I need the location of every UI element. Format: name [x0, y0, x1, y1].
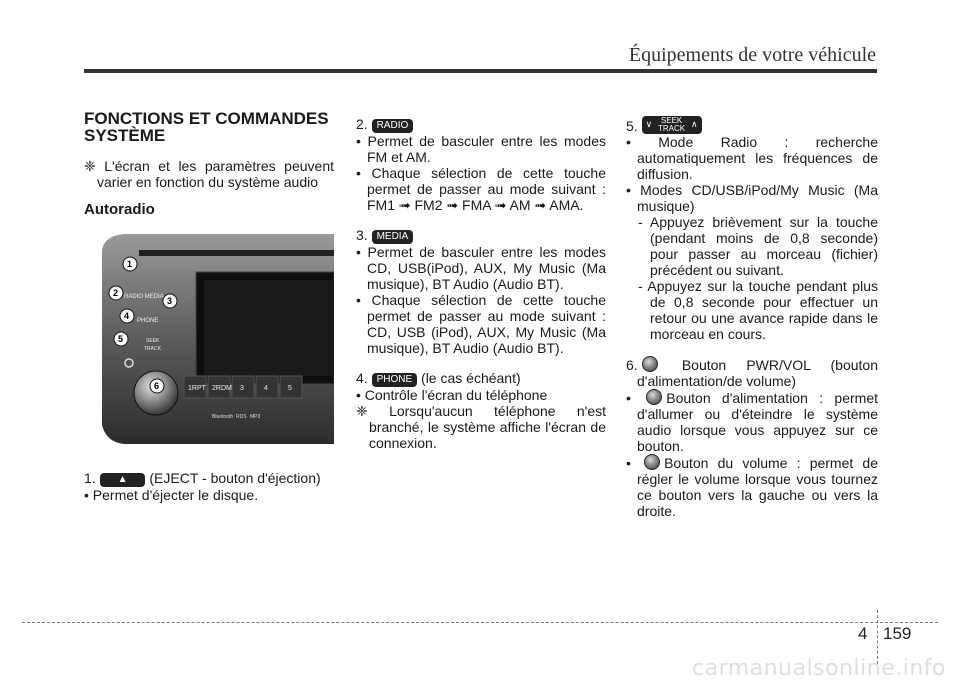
- item-5-dash-2: - Appuyez sur la touche pendant plus de 0,8 seconde pour effectuer un retour ou une avance rapide dans le morceau en cours.: [638, 278, 878, 342]
- column-left: [84, 110, 334, 503]
- item-5-number: 5.: [626, 118, 638, 134]
- item-1: [84, 470, 334, 487]
- label-track: TRACK: [144, 346, 161, 352]
- eject-icon: ▲: [100, 473, 146, 487]
- item-5-heading: [626, 116, 878, 134]
- item-4-note: ❈ Lorsqu'aucun téléphone n'est branché, le système affiche l'écran de connexion.: [356, 403, 606, 451]
- note-screen-settings: ❈ L'écran et les paramètres peuvent varier en fonction du système audio: [84, 158, 334, 190]
- track-label: TRACK: [658, 124, 686, 133]
- media-button-badge: MEDIA: [372, 230, 414, 244]
- item-6-heading: [626, 356, 878, 389]
- label-seek: SEEK: [146, 338, 160, 344]
- item-2-heading: [356, 116, 606, 133]
- subtitle-autoradio: Autoradio: [84, 201, 155, 218]
- chapter-number: 4: [858, 624, 868, 643]
- footer-dashed-rule: [22, 622, 938, 623]
- label-mp3: MP3: [250, 414, 261, 420]
- item-4-heading: [356, 370, 606, 387]
- section-title: FONCTIONS ET COMMANDES SYSTÈME: [84, 109, 329, 145]
- item-2-bullet-1: • Permet de basculer entre les modes FM et AM.: [356, 133, 606, 165]
- item-1-bullet: • Permet d'éjecter le disque.: [84, 487, 259, 503]
- phone-button-badge: PHONE: [372, 373, 418, 387]
- preset-1: 1RPT: [188, 385, 206, 392]
- label-phone: PHONE: [137, 318, 159, 324]
- pwr-vol-knob-icon: [642, 356, 658, 372]
- item-6-bullet-2-text: Bouton du volume : permet de régler le volume lorsque vous tournez ce bouton vers la gauche ou vers la droite.: [637, 455, 879, 519]
- radio-button-badge: RADIO: [372, 119, 414, 133]
- header-rule: [84, 69, 877, 73]
- callout-4: 4: [124, 311, 130, 321]
- item-4-bullet-1: • Contrôle l'écran du téléphone: [356, 387, 548, 403]
- chevron-up-icon: ∧: [690, 119, 698, 129]
- power-knob-icon: [646, 389, 662, 405]
- preset-3: 3: [240, 385, 244, 392]
- item-5-bullet-2: • Modes CD/USB/iPod/My Music (Ma musique): [626, 182, 878, 214]
- label-rds: RDS: [236, 414, 247, 420]
- watermark: carmanualsonline.info: [692, 656, 946, 681]
- label-bluetooth: Bluetooth: [212, 414, 234, 420]
- item-6-bullet-1: • Bouton d'alimentation : permet d'allumer ou d'éteindre le système audio lorsque vous appuyez sur ce bouton.: [626, 390, 878, 454]
- item-5-dash-1: - Appuyez brièvement sur la touche (pendant moins de 0,8 seconde) pour passer au morceau (fichier) précédent ou suivant.: [638, 214, 878, 278]
- item-2-number: 2.: [356, 116, 368, 132]
- volume-knob-icon: [644, 454, 660, 470]
- label-radio-media: RADIO MEDIA: [124, 294, 164, 300]
- item-4-tail: (le cas échéant): [421, 370, 521, 386]
- item-4-number: 4.: [356, 370, 368, 386]
- preset-4: 4: [264, 385, 268, 392]
- callout-1: 1: [127, 259, 133, 269]
- preset-5: 5: [288, 385, 292, 392]
- item-6-number: 6.: [626, 357, 638, 373]
- item-3-bullet-1: • Permet de basculer entre les modes CD, USB(iPod), AUX, My Music (Ma musique), BT Audio (Audio BT).: [356, 244, 606, 292]
- item-6-bullet-1-text: Bouton d'alimentation : permet d'allumer ou d'éteindre le système audio lorsque vous appuyez sur ce bouton.: [637, 390, 878, 454]
- audio-head-unit-image: [84, 230, 334, 450]
- page-header-title: Équipements de votre véhicule: [628, 44, 876, 66]
- item-6-text: Bouton PWR/VOL (bouton d'alimentation/de volume): [637, 357, 878, 389]
- callout-5: 5: [118, 334, 124, 344]
- column-right: [626, 116, 878, 519]
- page-number: 159: [883, 624, 912, 643]
- callout-3: 3: [167, 296, 173, 306]
- callout-6: 6: [154, 381, 160, 391]
- chevron-down-icon: ∨: [645, 119, 653, 129]
- seek-track-button-badge: [642, 116, 702, 134]
- preset-2: 2RDM: [212, 385, 232, 392]
- item-3-bullet-2: • Chaque sélection de cette touche permet de passer au mode suivant : CD, USB (iPod), AUX, My Music (Ma musique), BT Audio (Audio BT).: [356, 292, 606, 356]
- item-2-bullet-2: • Chaque sélection de cette touche permet de passer au mode suivant : FM1 ➟ FM2 ➟ FMA ➟ AM ➟ AMA.: [356, 165, 606, 213]
- column-middle: [356, 116, 606, 451]
- item-1-number: 1.: [84, 470, 96, 486]
- item-3-number: 3.: [356, 227, 368, 243]
- item-1-text: (EJECT - bouton d'éjection): [149, 470, 321, 486]
- item-5-bullet-1: • Mode Radio : recherche automatiquement les fréquences de diffusion.: [626, 134, 878, 182]
- item-3-heading: [356, 227, 606, 244]
- callout-2: 2: [113, 288, 119, 298]
- seek-label: SEEK: [660, 116, 683, 125]
- item-6-bullet-2: • Bouton du volume : permet de régler le volume lorsque vous tournez ce bouton vers la gauche ou vers la droite.: [626, 455, 879, 519]
